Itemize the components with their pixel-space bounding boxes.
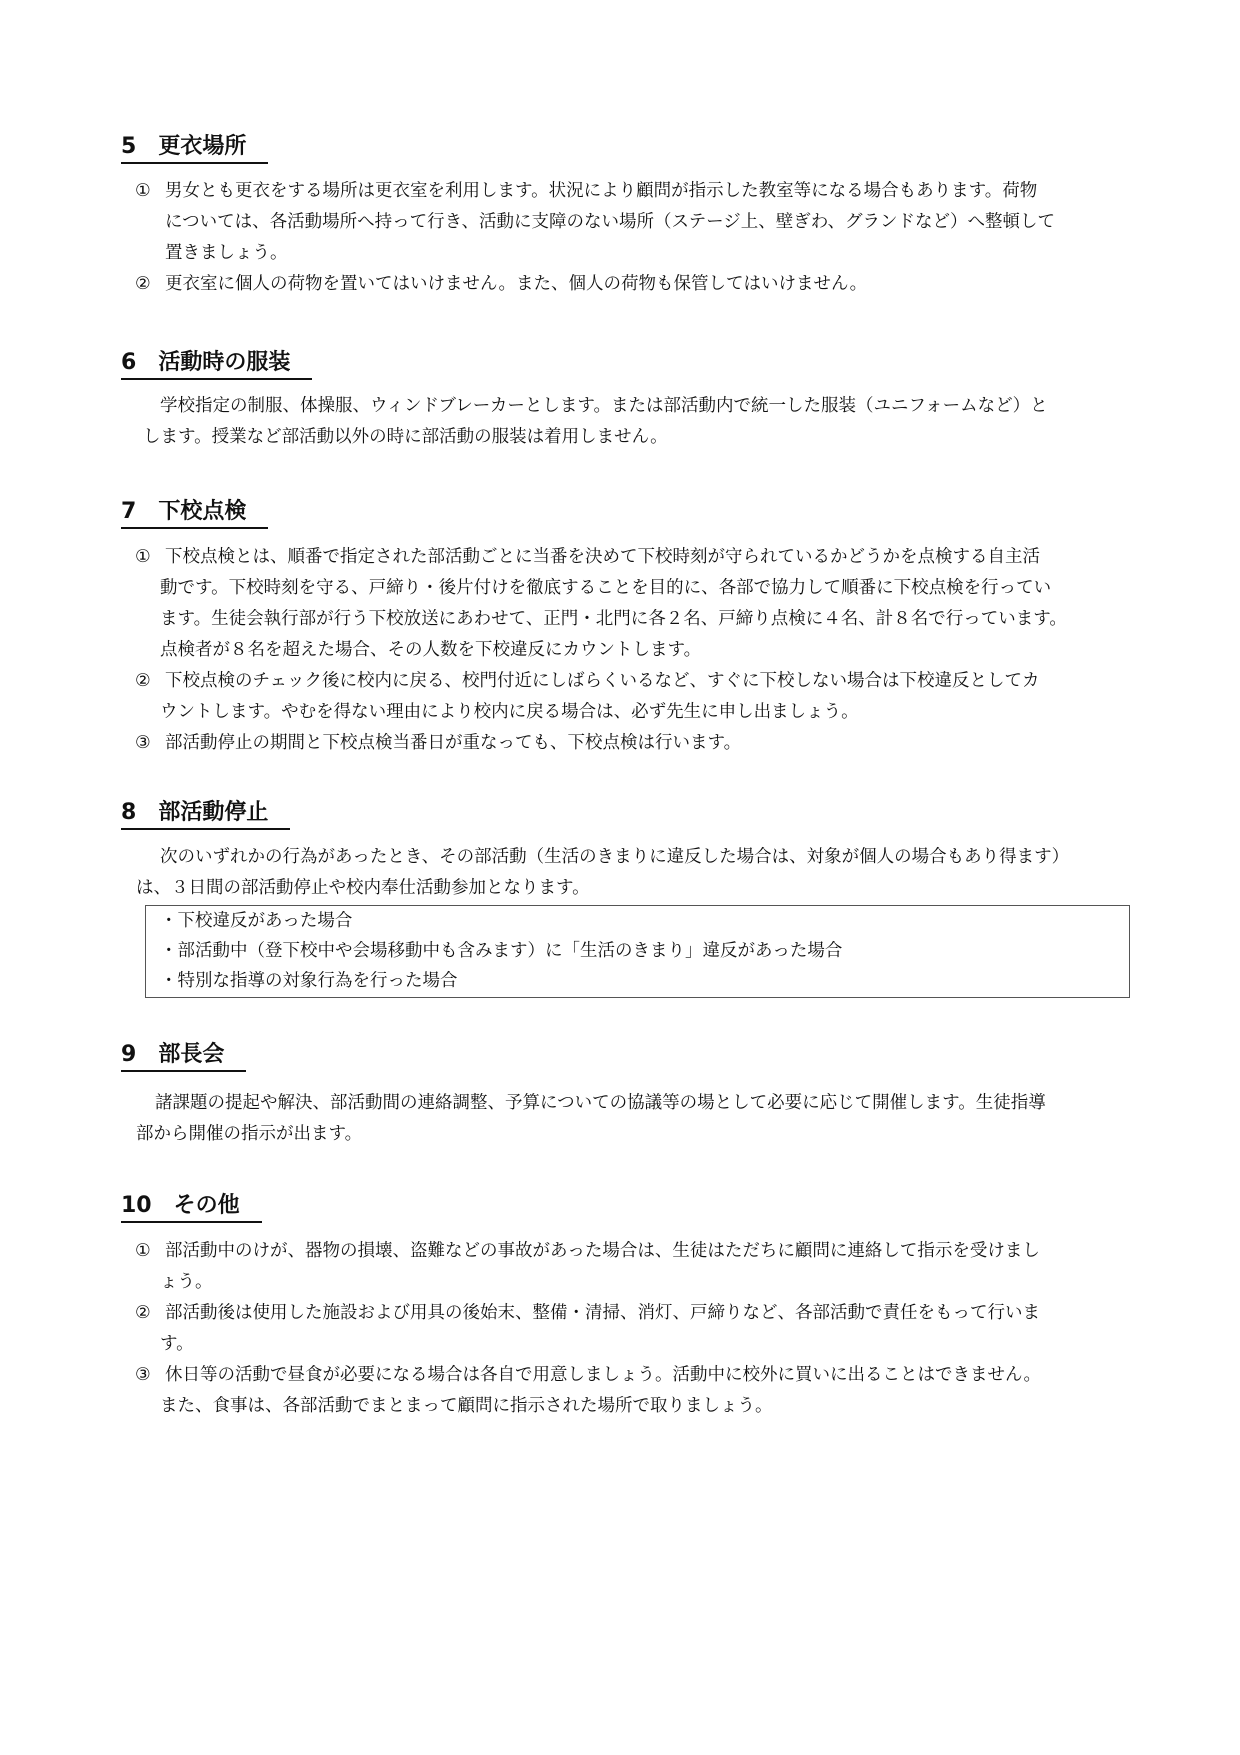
section-10-heading — [121, 1191, 262, 1223]
item-text-continued: 置きましょう。 — [165, 243, 288, 263]
item-text: 休日等の活動で昼食が必要になる場合は各自で用意しましょう。活動中に校外に買いに出ることはできません。 — [165, 1365, 1042, 1385]
section-title: 更衣場所 — [158, 134, 247, 159]
violation-list-box — [145, 905, 1130, 998]
item-marker: ① — [135, 1241, 151, 1261]
section-6-heading — [121, 348, 312, 380]
section-title: 活動時の服装 — [158, 350, 291, 375]
section-9-heading — [121, 1040, 246, 1072]
item-text-continued: ょう。 — [160, 1272, 213, 1292]
item-text: 部活動後は使用した施設および用具の後始末、整備・清掃、消灯、戸締りなど、各部活動で責任をもって行いま — [165, 1303, 1040, 1323]
item-text: 部活動中のけが、器物の損壊、盗難などの事故があった場合は、生徒はただちに顧問に連絡して指示を受けまし — [165, 1241, 1040, 1261]
item-text: 部活動停止の期間と下校点検当番日が重なっても、下校点検は行います。 — [165, 733, 742, 753]
section-title: その他 — [173, 1193, 240, 1218]
section-number: 10 — [121, 1193, 152, 1218]
paragraph-line: は、３日間の部活動停止や校内奉仕活動参加となります。 — [136, 878, 590, 898]
item-text-continued: 動です。下校時刻を守る、戸締り・後片付けを徹底することを目的に、各部で協力して順番に下校点検を行ってい — [160, 578, 1052, 598]
item-text-continued: ウントします。やむを得ない理由により校内に戻る場合は、必ず先生に申し出ましょう。 — [160, 702, 859, 722]
paragraph-line: します。授業など部活動以外の時に部活動の服装は着用しません。 — [143, 427, 668, 447]
item-marker: ③ — [135, 1365, 151, 1385]
list-item — [135, 728, 741, 759]
section-5-heading — [121, 132, 268, 164]
list-item — [135, 542, 1040, 573]
item-marker: ② — [135, 274, 151, 294]
paragraph-line: 学校指定の制服、体操服、ウィンドブレーカーとします。または部活動内で統一した服装（ユニフォームなど）と — [160, 396, 1048, 416]
item-text: 下校点検とは、順番で指定された部活動ごとに当番を決めて下校時刻が守られているかどうかを点検する自主活 — [165, 547, 1040, 567]
list-item — [135, 269, 867, 300]
section-number: 7 — [121, 499, 137, 524]
item-text: 男女とも更衣をする場所は更衣室を利用します。状況により顧問が指示した教室等になる場合もあります。荷物 — [165, 181, 1038, 201]
section-number: 6 — [121, 350, 137, 375]
box-item: ・特別な指導の対象行為を行った場合 — [160, 971, 458, 991]
section-title: 下校点検 — [158, 499, 247, 524]
item-marker: ① — [135, 547, 151, 567]
paragraph-line: 次のいずれかの行為があったとき、その部活動（生活のきまりに違反した場合は、対象が個人の場合もあり得ます） — [160, 847, 1070, 867]
section-8-heading — [121, 798, 290, 830]
paragraph-line: 諸課題の提起や解決、部活動間の連絡調整、予算についての協議等の場として必要に応じて開催します。生徒指導 — [155, 1093, 1046, 1113]
box-item: ・下校違反があった場合 — [160, 911, 353, 931]
list-item — [135, 1236, 1040, 1267]
list-item — [135, 176, 1037, 207]
list-item — [135, 1360, 1041, 1391]
section-number: 9 — [121, 1042, 137, 1067]
list-item — [135, 1298, 1040, 1329]
item-text-continued: また、食事は、各部活動でまとまって顧問に指示された場所で取りましょう。 — [160, 1396, 773, 1416]
item-marker: ② — [135, 671, 151, 691]
section-title: 部長会 — [158, 1042, 225, 1067]
list-item — [135, 666, 1039, 697]
item-marker: ① — [135, 181, 151, 201]
box-item: ・部活動中（登下校中や会場移動中も含みます）に「生活のきまり」違反があった場合 — [160, 941, 843, 961]
item-text-continued: す。 — [160, 1334, 194, 1354]
item-text: 下校点検のチェック後に校内に戻る、校門付近にしばらくいるなど、すぐに下校しない場合は下校違反としてカ — [165, 671, 1040, 691]
paragraph-line: 部から開催の指示が出ます。 — [136, 1124, 363, 1144]
section-title: 部活動停止 — [158, 800, 269, 825]
item-text: 更衣室に個人の荷物を置いてはいけません。また、個人の荷物も保管してはいけません。 — [165, 274, 868, 294]
item-text-continued: 点検者が８名を超えた場合、その人数を下校違反にカウントします。 — [160, 640, 702, 660]
section-number: 5 — [121, 134, 137, 159]
section-7-heading — [121, 497, 268, 529]
section-number: 8 — [121, 800, 137, 825]
item-text-continued: については、各活動場所へ持って行き、活動に支障のない場所（ステージ上、壁ぎわ、グランドなど）へ整頓して — [165, 212, 1056, 232]
item-marker: ② — [135, 1303, 151, 1323]
item-text-continued: ます。生徒会執行部が行う下校放送にあわせて、正門・北門に各２名、戸締り点検に４名、計８名で行っています。 — [160, 609, 1067, 629]
item-marker: ③ — [135, 733, 151, 753]
